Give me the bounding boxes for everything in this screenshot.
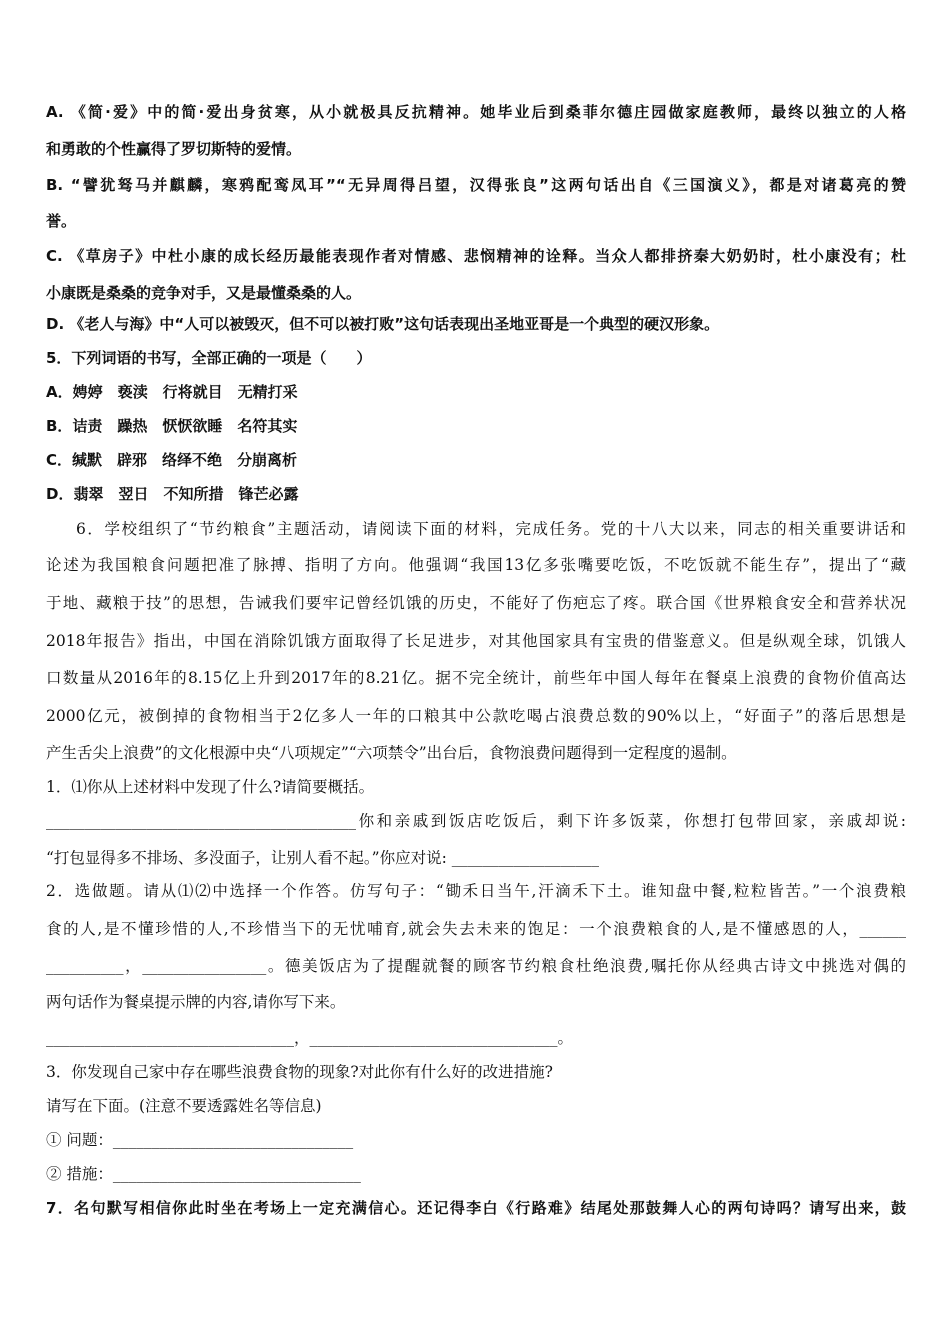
q6-sub3-line2: 请写在下面。(注意不要透露姓名等信息)	[46, 1097, 322, 1115]
q4-option-b-line1: B. “譬犹驽马并麒麟，寒鸦配鸾凤耳”“无异周得吕望，汉得张良”这两句话出自《三国演义》，都是对诸葛亮的赞	[46, 176, 906, 194]
q4-option-a-line1: A. 《简·爱》中的简·爱出身贫寒，从小就极具反抗精神。她毕业后到桑菲尔德庄园做家庭教师，最终以独立的人格	[46, 103, 906, 121]
q6-sub2-line1: 2．选做题。请从⑴⑵中选择一个作答。仿写句子：“锄禾日当午,汗滴禾下土。谁知盘中餐,粒粒皆苦。”一个浪费粮	[46, 882, 906, 900]
q6-sub2-line2[interactable]: 食的人,是不懂珍惜的人,不珍惜当下的无忧哺育,就会失去未来的饱足：一个浪费粮食的人,是不懂感恩的人，______	[46, 920, 906, 938]
q4-option-d-line1: D. 《老人与海》中“人可以被毁灭，但不可以被打败”这句话表现出圣地亚哥是一个典型的硬汉形象。	[46, 315, 720, 333]
q6-sub3-problem-blank[interactable]: ① 问题：_______________________________	[46, 1131, 354, 1149]
q6-passage-line4: 2018年报告》指出，中国在消除饥饿方面取得了长足进步，对其他国家具有宝贵的借鉴意义。但是纵观全球，饥饿人	[46, 632, 906, 650]
q6-sub1-line3[interactable]: “打包显得多不排场、多没面子，让别人看不起。”你应对说: ___________________	[46, 849, 599, 867]
q6-passage-line1: 6．学校组织了“节约粮食”主题活动，请阅读下面的材料，完成任务。党的十八大以来，同志的相关重要讲话和	[76, 520, 906, 538]
q6-passage-line3: 于地、藏粮于技”的思想，告诫我们要牢记曾经饥饿的历史，不能好了伤疤忘了疼。联合国《世界粮食安全和营养状况	[46, 594, 906, 612]
q6-sub1-stem: 1．⑴你从上述材料中发现了什么?请简要概括。	[46, 778, 375, 796]
q6-passage-line6: 2000亿元，被倒掉的食物相当于2亿多人一年的口粮其中公款吃喝占浪费总数的90%以上，“好面子”的落后思想是	[46, 707, 906, 725]
q6-sub2-answer-blanks[interactable]: ________________________________，________________________________。	[46, 1029, 574, 1047]
q4-option-c-line1: C. 《草房子》中杜小康的成长经历最能表现作者对情感、悲悯精神的诠释。当众人都排挤秦大奶奶时，杜小康没有；杜	[46, 247, 906, 265]
q6-passage-line7: 产生舌尖上浪费”的文化根源中央“八项规定”“六项禁令”出台后，食物浪费问题得到一定程度的遏制。	[46, 744, 737, 762]
q7-stem-line1: 7．名句默写相信你此时坐在考场上一定充满信心。还记得李白《行路难》结尾处那鼓舞人心的两句诗吗？请写出来，鼓	[46, 1199, 906, 1217]
q5-stem: 5．下列词语的书写，全部正确的一项是（ ）	[46, 349, 372, 367]
q6-passage-line2: 论述为我国粮食问题把准了脉搏、指明了方向。他强调“我国13亿多张嘴要吃饭，不吃饭就不能生存”，提出了“藏	[46, 556, 906, 574]
q4-option-b-line2: 誉。	[46, 212, 77, 230]
q6-sub3-line1: 3．你发现自己家中存在哪些浪费食物的现象?对此你有什么好的改进措施?	[46, 1063, 553, 1081]
q5-option-b: B．诘责 躁热 恹恹欲睡 名符其实	[46, 417, 298, 435]
q6-sub2-line3[interactable]: __________，________________。德美饭店为了提醒就餐的顾客节约粮食杜绝浪费,嘱托你从经典古诗文中挑选对偶的	[46, 957, 906, 975]
q6-sub3-measure-blank[interactable]: ② 措施：________________________________	[46, 1165, 361, 1183]
q6-passage-line5: 口数量从2016年的8.15亿上升到2017年的8.21亿。据不完全统计，前些年中国人每年在餐桌上浪费的食物价值高达	[46, 669, 906, 687]
q6-sub1-line2[interactable]: ________________________________________你和亲戚到饭店吃饭后，剩下许多饭菜，你想打包带回家，亲戚却说:	[46, 812, 906, 830]
q4-option-c-line2: 小康既是桑桑的竞争对手，又是最懂桑桑的人。	[46, 284, 362, 302]
q6-sub2-line4: 两句话作为餐桌提示牌的内容,请你写下来。	[46, 993, 346, 1011]
q5-option-a: A．娉婷 亵渎 行将就目 无精打采	[46, 383, 298, 401]
q5-option-d: D．翡翠 翌日 不知所措 锋芒必露	[46, 485, 299, 503]
q4-option-a-line2: 和勇敢的个性赢得了罗切斯特的爱情。	[46, 140, 302, 158]
q5-option-c: C．缄默 辟邪 络绎不绝 分崩离析	[46, 451, 298, 469]
